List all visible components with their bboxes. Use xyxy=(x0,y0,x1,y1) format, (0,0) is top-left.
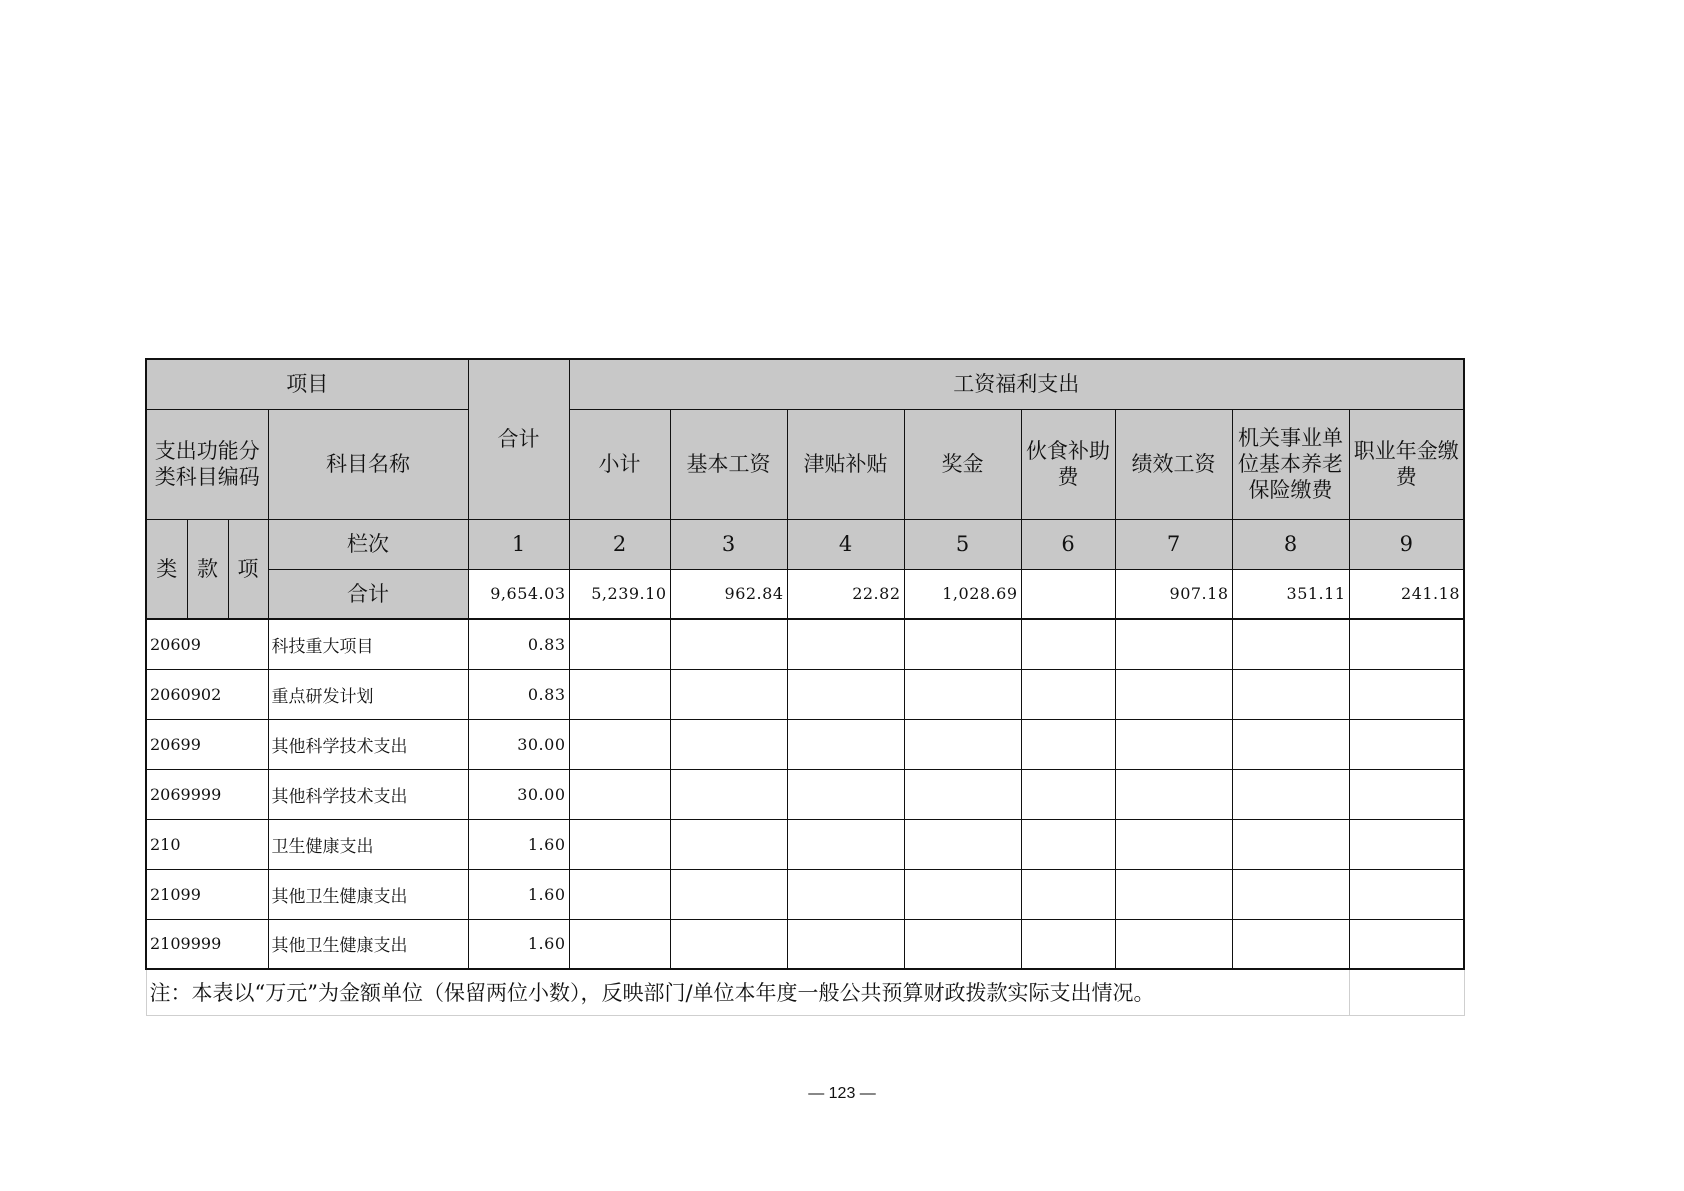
row-total: 0.83 xyxy=(468,619,569,669)
header-row-2 xyxy=(146,409,1464,519)
row-total: 0.83 xyxy=(468,669,569,719)
empty-cell xyxy=(787,769,904,819)
row-code: 2069999 xyxy=(146,769,268,819)
empty-cell xyxy=(787,919,904,969)
col-header-zhiyenianjin: 职业年金缴费 xyxy=(1349,409,1464,519)
empty-cell xyxy=(1115,669,1232,719)
empty-cell xyxy=(1349,869,1464,919)
empty-cell xyxy=(1021,769,1115,819)
empty-cell xyxy=(1349,969,1464,1015)
group-header: 工资福利支出 xyxy=(569,359,1464,409)
empty-cell xyxy=(787,619,904,669)
empty-cell xyxy=(787,869,904,919)
row-code: 2109999 xyxy=(146,919,268,969)
col-number: 3 xyxy=(670,519,787,569)
col-number: 5 xyxy=(904,519,1021,569)
row-total: 30.00 xyxy=(468,719,569,769)
empty-cell xyxy=(1021,819,1115,869)
empty-cell xyxy=(904,669,1021,719)
page-number: — 123 — xyxy=(808,1085,876,1102)
table-row xyxy=(146,619,1464,669)
empty-cell xyxy=(569,619,670,669)
empty-cell xyxy=(569,919,670,969)
total-value: 351.11 xyxy=(1232,569,1349,619)
empty-cell xyxy=(1232,719,1349,769)
empty-cell xyxy=(904,769,1021,819)
empty-cell xyxy=(1021,669,1115,719)
empty-cell xyxy=(787,819,904,869)
row-name: 其他科学技术支出 xyxy=(268,769,468,819)
total-value: 1,028.69 xyxy=(904,569,1021,619)
col-header-yanglaobaoxian: 机关事业单位基本养老保险缴费 xyxy=(1232,409,1349,519)
empty-cell xyxy=(1115,869,1232,919)
empty-cell xyxy=(670,919,787,969)
row-name: 其他科学技术支出 xyxy=(268,719,468,769)
col-number: 4 xyxy=(787,519,904,569)
empty-cell xyxy=(904,869,1021,919)
empty-cell xyxy=(1115,769,1232,819)
empty-cell xyxy=(904,619,1021,669)
col-number: 9 xyxy=(1349,519,1464,569)
row-total: 1.60 xyxy=(468,819,569,869)
col-number: 6 xyxy=(1021,519,1115,569)
empty-cell xyxy=(1349,619,1464,669)
empty-cell xyxy=(670,869,787,919)
code-col-header: 支出功能分类科目编码 xyxy=(146,409,268,519)
total-value: 907.18 xyxy=(1115,569,1232,619)
heji-header: 合计 xyxy=(468,359,569,519)
xiang-header: 项 xyxy=(228,519,268,619)
xiangmu-header: 项目 xyxy=(146,359,468,409)
empty-cell xyxy=(569,669,670,719)
empty-cell xyxy=(1021,919,1115,969)
empty-cell xyxy=(904,719,1021,769)
name-col-header: 科目名称 xyxy=(268,409,468,519)
col-header-jintiebutie: 津贴补贴 xyxy=(787,409,904,519)
empty-cell xyxy=(670,769,787,819)
row-total: 30.00 xyxy=(468,769,569,819)
col-number: 7 xyxy=(1115,519,1232,569)
row-name: 其他卫生健康支出 xyxy=(268,919,468,969)
empty-cell xyxy=(1232,619,1349,669)
empty-cell xyxy=(1115,619,1232,669)
row-code: 20699 xyxy=(146,719,268,769)
empty-cell xyxy=(670,669,787,719)
row-name: 重点研发计划 xyxy=(268,669,468,719)
kuan-header: 款 xyxy=(187,519,228,619)
row-code: 20609 xyxy=(146,619,268,669)
empty-cell xyxy=(569,869,670,919)
row-code: 2060902 xyxy=(146,669,268,719)
total-value: 9,654.03 xyxy=(468,569,569,619)
empty-cell xyxy=(1232,669,1349,719)
table-row xyxy=(146,919,1464,969)
col-number: 8 xyxy=(1232,519,1349,569)
empty-cell xyxy=(1115,719,1232,769)
empty-cell xyxy=(1349,819,1464,869)
lanci-label: 栏次 xyxy=(268,519,468,569)
table-row xyxy=(146,869,1464,919)
note-row xyxy=(146,969,1464,1015)
empty-cell xyxy=(1349,919,1464,969)
totals-row xyxy=(146,569,1464,619)
table-row xyxy=(146,669,1464,719)
expenditure-table xyxy=(145,358,1465,1016)
empty-cell xyxy=(1232,819,1349,869)
row-total: 1.60 xyxy=(468,869,569,919)
empty-cell xyxy=(569,769,670,819)
empty-cell xyxy=(787,719,904,769)
empty-cell xyxy=(569,719,670,769)
empty-cell xyxy=(787,669,904,719)
empty-cell xyxy=(670,719,787,769)
row-name: 卫生健康支出 xyxy=(268,819,468,869)
empty-cell xyxy=(1349,719,1464,769)
col-header-xiaoji: 小计 xyxy=(569,409,670,519)
table-note: 注：本表以“万元”为金额单位（保留两位小数），反映部门/单位本年度一般公共预算财政拨款实际支出情况。 xyxy=(146,969,1349,1015)
table-row xyxy=(146,719,1464,769)
total-value: 5,239.10 xyxy=(569,569,670,619)
col-number: 1 xyxy=(468,519,569,569)
row-code: 21099 xyxy=(146,869,268,919)
empty-cell xyxy=(1021,719,1115,769)
table-row xyxy=(146,819,1464,869)
row-name: 其他卫生健康支出 xyxy=(268,869,468,919)
row-code: 210 xyxy=(146,819,268,869)
total-value: 962.84 xyxy=(670,569,787,619)
empty-cell xyxy=(569,819,670,869)
empty-cell xyxy=(1232,919,1349,969)
empty-cell xyxy=(904,919,1021,969)
empty-cell xyxy=(1021,619,1115,669)
empty-cell xyxy=(670,619,787,669)
col-header-huoshibuzhufei: 伙食补助费 xyxy=(1021,409,1115,519)
empty-cell xyxy=(1349,669,1464,719)
col-number: 2 xyxy=(569,519,670,569)
total-value xyxy=(1021,569,1115,619)
total-value: 22.82 xyxy=(787,569,904,619)
empty-cell xyxy=(1232,869,1349,919)
empty-cell xyxy=(1021,869,1115,919)
empty-cell xyxy=(1115,919,1232,969)
col-header-jixiaogongzi: 绩效工资 xyxy=(1115,409,1232,519)
col-header-jibengongzi: 基本工资 xyxy=(670,409,787,519)
empty-cell xyxy=(1349,769,1464,819)
table-row xyxy=(146,769,1464,819)
header-row-1 xyxy=(146,359,1464,409)
col-header-jiangjin: 奖金 xyxy=(904,409,1021,519)
lei-header: 类 xyxy=(146,519,187,619)
empty-cell xyxy=(1115,819,1232,869)
empty-cell xyxy=(1232,769,1349,819)
lanci-row xyxy=(146,519,1464,569)
heji-row-label: 合计 xyxy=(268,569,468,619)
total-value: 241.18 xyxy=(1349,569,1464,619)
row-total: 1.60 xyxy=(468,919,569,969)
row-name: 科技重大项目 xyxy=(268,619,468,669)
empty-cell xyxy=(904,819,1021,869)
empty-cell xyxy=(670,819,787,869)
